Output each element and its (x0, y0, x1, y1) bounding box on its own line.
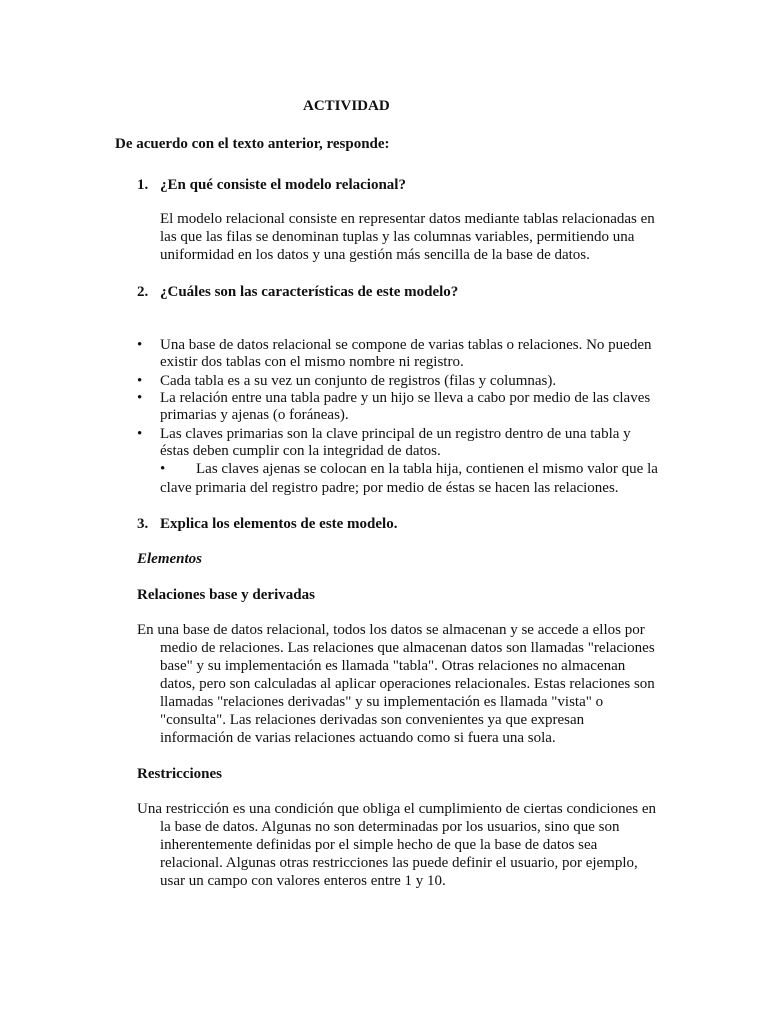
paragraph-line: "consulta". Las relaciones derivadas son convenientes ya que expresan (160, 712, 585, 728)
bullet-icon: • (137, 337, 143, 353)
q3-question: Explica los elementos de este modelo. (160, 516, 398, 532)
bullet-item-line: Las claves ajenas se colocan en la tabla hija, contienen el mismo valor que la (196, 461, 658, 477)
section-heading: Relaciones base y derivadas (137, 587, 315, 603)
section-subtitle: Elementos (137, 551, 203, 567)
q1-answer-line: las que las filas se denominan tuplas y las columnas variables, permitiendo una (160, 229, 635, 245)
bullet-item-line: La relación entre una tabla padre y un hijo se lleva a cabo por medio de las claves (160, 390, 651, 406)
paragraph-line: inherentemente definidas por el simple hecho de que la base de datos sea (160, 837, 598, 853)
intro-text: De acuerdo con el texto anterior, responde: (115, 136, 390, 152)
bullet-icon: • (137, 373, 143, 389)
paragraph-line: información de varias relaciones actuando como si fuera una sola. (160, 730, 556, 746)
q1-answer-line: uniformidad en los datos y una gestión más sencilla de la base de datos. (160, 247, 590, 263)
section-heading: Restricciones (137, 766, 222, 782)
paragraph-line: llamadas "relaciones derivadas" y su implementación es llamada "vista" o (160, 694, 604, 710)
bullet-icon: • (137, 390, 143, 406)
paragraph-line: datos, pero son calculadas al aplicar operaciones relacionales. Estas relaciones son (160, 676, 655, 692)
bullet-icon: • (160, 461, 166, 477)
paragraph-line: En una base de datos relacional, todos los datos se almacenan y se accede a ellos por (137, 622, 645, 638)
bullet-item-line: éstas deben cumplir con la integridad de datos. (160, 443, 441, 459)
q1-question: ¿En qué consiste el modelo relacional? (160, 177, 406, 193)
document-title: ACTIVIDAD (303, 98, 390, 114)
bullet-item-line: existir dos tablas con el mismo nombre ni registro. (160, 354, 464, 370)
bullet-item-line: primarias y ajenas (o foráneas). (160, 407, 349, 423)
bullet-item-line: Una base de datos relacional se compone de varias tablas o relaciones. No pueden (160, 337, 652, 353)
paragraph-line: usar un campo con valores enteros entre 1 y 10. (160, 873, 446, 889)
q2-number: 2. (137, 284, 149, 300)
paragraph-line: base" y su implementación es llamada "tabla". Otras relaciones no almacenan (160, 658, 626, 674)
q2-question: ¿Cuáles son las características de este modelo? (160, 284, 459, 300)
bullet-item-line: clave primaria del registro padre; por medio de éstas se hacen las relaciones. (160, 480, 619, 496)
bullet-item-line: Las claves primarias son la clave principal de un registro dentro de una tabla y (160, 426, 631, 442)
q1-answer-line: El modelo relacional consiste en representar datos mediante tablas relacionadas en (160, 211, 655, 227)
q1-number: 1. (137, 177, 149, 193)
paragraph-line: Una restricción es una condición que obliga el cumplimiento de ciertas condiciones en (137, 801, 656, 817)
bullet-item-line: Cada tabla es a su vez un conjunto de registros (filas y columnas). (160, 373, 557, 389)
paragraph-line: medio de relaciones. Las relaciones que almacenan datos son llamadas "relaciones (160, 640, 655, 656)
bullet-icon: • (137, 426, 143, 442)
paragraph-line: relacional. Algunas otras restricciones las puede definir el usuario, por ejemplo, (160, 855, 638, 871)
q3-number: 3. (137, 516, 149, 532)
paragraph-line: la base de datos. Algunas no son determinadas por los usuarios, sino que son (160, 819, 620, 835)
